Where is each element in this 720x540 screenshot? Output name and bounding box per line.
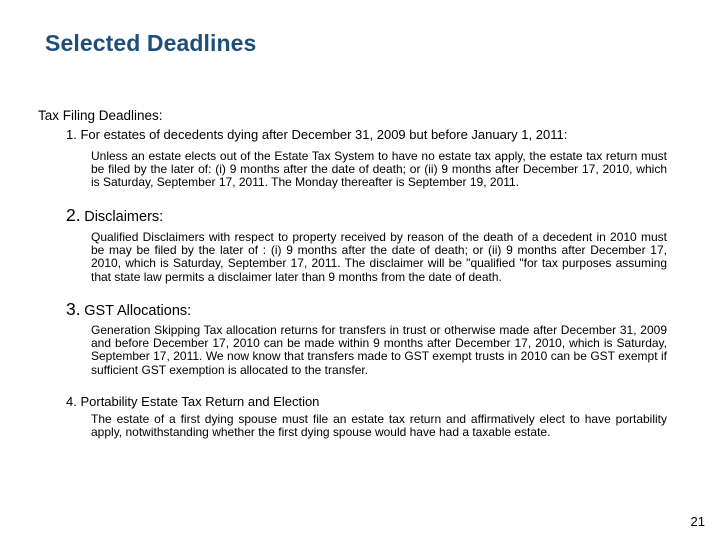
item-2-heading — [66, 205, 163, 226]
page-number: 21 — [690, 514, 705, 529]
item-3-label: GST Allocations: — [84, 303, 192, 319]
item-3-body: Generation Skipping Tax allocation returns for transfers in trust or otherwise made after December 31, 2009 and before December 17, 2010 can be made within 9 months after December 17, 2010, which is Saturday, September 17, 2011. We now know that transfers made to GST exempt trusts in 2010 can be GST exempt if sufficient GST exemption is allocated to the transfer. — [91, 323, 667, 377]
item-4-label: Portability Estate Tax Return and Election — [80, 394, 320, 409]
item-1-body: Unless an estate elects out of the Estate Tax System to have no estate tax apply, the estate tax return must be filed by the later of: (i) 9 months after the date of death; or (ii) 9 months after December 17, 2010, which is Saturday, September 17, 2011. The Monday thereafter is September 19, 2011. — [91, 149, 667, 190]
item-1-heading — [66, 127, 567, 142]
item-4-body: The estate of a first dying spouse must file an estate tax return and affirmatively elect to have portability apply, notwithstanding whether the first dying spouse would have had a taxable estate. — [91, 412, 667, 440]
item-1-number: 1. — [66, 127, 77, 142]
item-2-body: Qualified Disclaimers with respect to property received by reason of the death of a decedent in 2010 must be may be filed by the later of : (i) 9 months after the date of death; or (ii) 9 months after December 17, 2010, which is Saturday, September 17, 2011. The disclaimer will be "qualified "for tax purposes assuming that state law permits a disclaimer later than 9 months from the date of death. — [91, 230, 667, 284]
slide-title: Selected Deadlines — [45, 30, 257, 56]
item-1-label: For estates of decedents dying after December 31, 2009 but before January 1, 2011: — [80, 127, 568, 142]
item-4-heading — [66, 394, 319, 409]
item-4-number: 4. — [66, 394, 77, 409]
section-heading: Tax Filing Deadlines: — [38, 108, 163, 123]
item-3-heading — [66, 299, 191, 320]
item-2-number: 2. — [66, 205, 81, 225]
item-2-label: Disclaimers: — [84, 209, 164, 225]
item-3-number: 3. — [66, 299, 81, 319]
